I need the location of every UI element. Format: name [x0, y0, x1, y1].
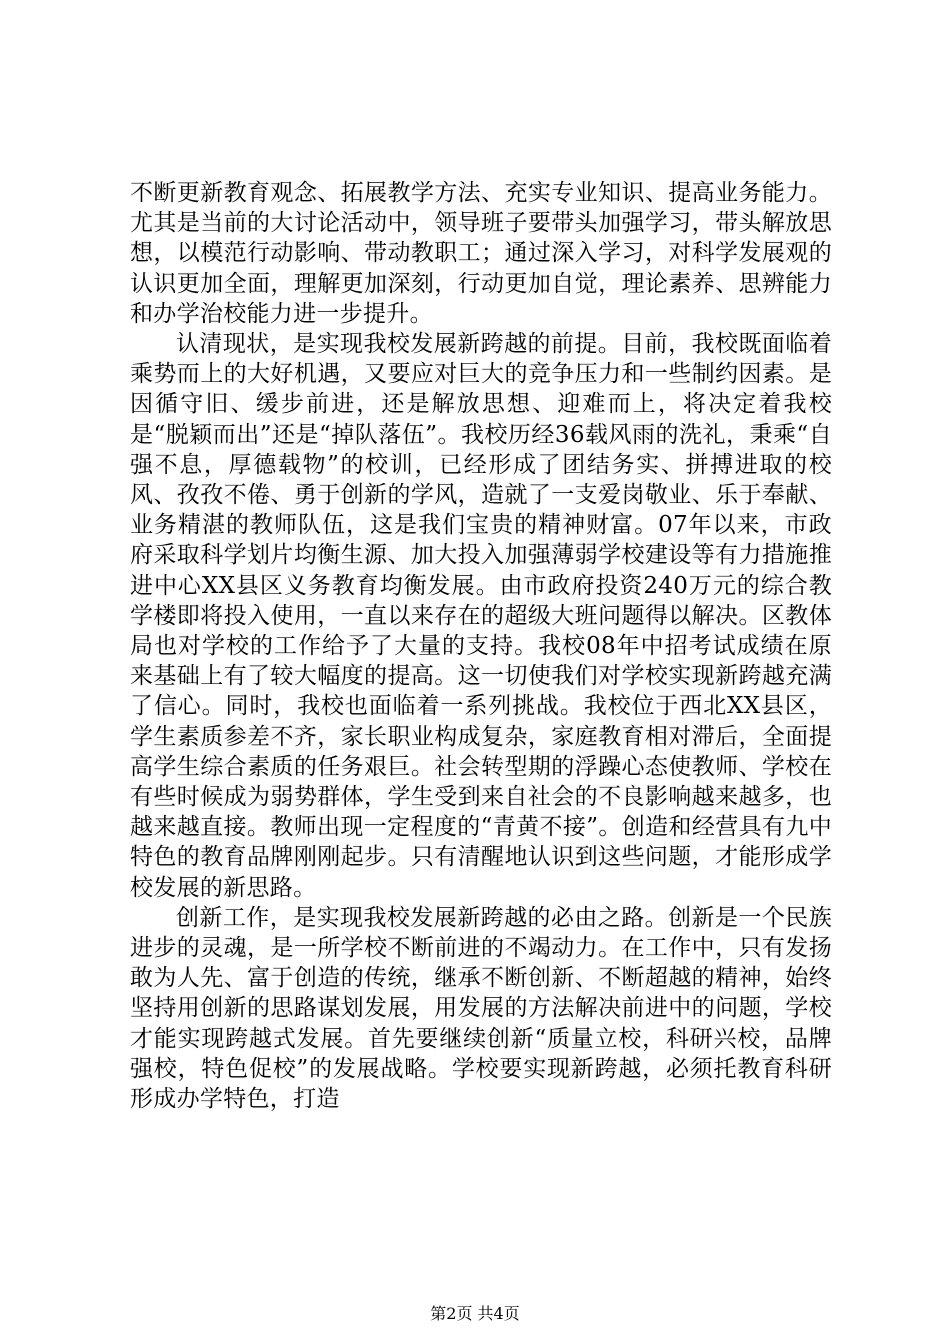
document-body: [130, 178, 832, 1114]
page-footer: 第2页 共4页: [430, 1304, 520, 1323]
paragraph-2: 认清现状，是实现我校发展新跨越的前提。目前，我校既面临着乘势而上的大好机遇，又要应对巨大的竞争压力和一些制约因素。是因循守旧、缓步前进，还是解放思想、迎难而上，将决定着我校是“脱颖而出”还是“掉队落伍”。我校历经36载风雨的洗礼，秉乘“自强不息，厚德载物”的校训，已经形成了团结务实、拼搏进取的校风、孜孜不倦、勇于创新的学风，造就了一支爱岗敬业、乐于奉献、业务精湛的教师队伍，这是我们宝贵的精神财富。07年以来，市政府采取科学划片均衡生源、加大投入加强薄弱学校建设等有力措施推进中心XX县区义务教育均衡发展。由市政府投资240万元的综合教学楼即将投入使用，一直以来存在的超级大班问题得以解决。区教体局也对学校的工作给予了大量的支持。我校08年中招考试成绩在原来基础上有了较大幅度的提高。这一切使我们对学校实现新跨越充满了信心。同时，我校也面临着一系列挑战。我校位于西北XX县区，学生素质参差不齐，家长职业构成复杂，家庭教育相对滞后，全面提高学生综合素质的任务艰巨。社会转型期的浮躁心态使教师、学校在有些时候成为弱势群体，学生受到来自社会的不良影响越来越多，也越来越直接。教师出现一定程度的“青黄不接”。创造和经营具有九中特色的教育品牌刚刚起步。只有清醒地认识到这些问题，才能形成学校发展的新思路。: [130, 331, 832, 901]
paragraph-1: 不断更新教育观念、拓展教学方法、充实专业知识、提高业务能力。尤其是当前的大讨论活动中，领导班子要带头加强学习，带头解放思想，以模范行动影响、带动教职工；通过深入学习，对科学发展观的认识更加全面，理解更加深刻，行动更加自觉，理论素养、思辨能力和办学治校能力进一步提升。: [130, 180, 832, 327]
paragraph-3: 创新工作，是实现我校发展新跨越的必由之路。创新是一个民族进步的灵魂，是一所学校不断前进的不竭动力。在工作中，只有发扬敢为人先、富于创造的传统，继承不断创新、不断超越的精神，始终坚持用创新的思路谋划发展，用发展的方法解决前进中的问题，学校才能实现跨越式发展。首先要继续创新“质量立校，科研兴校，品牌强校，特色促校”的发展战略。学校要实现新跨越，必须托教育科研形成办学特色，打造: [130, 904, 832, 1113]
